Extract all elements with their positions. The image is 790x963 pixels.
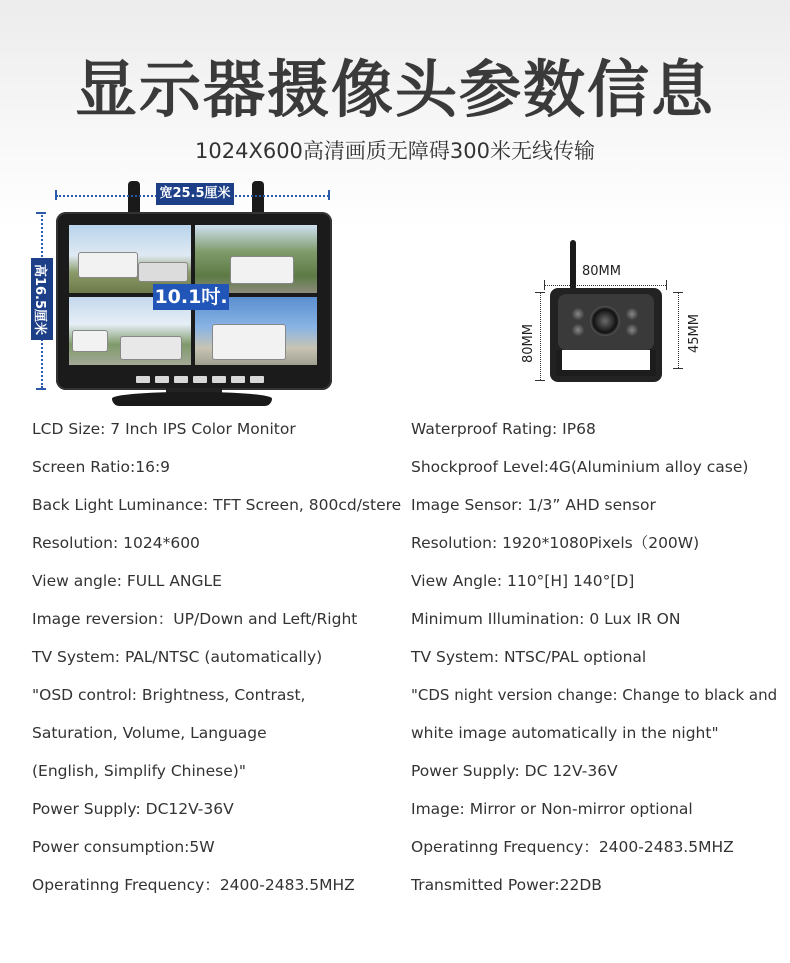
spec-line: View angle: FULL ANGLE	[32, 572, 222, 590]
height-tick-bottom	[36, 388, 46, 390]
spec-line: Resolution: 1024*600	[32, 534, 200, 552]
camera-bracket	[556, 350, 656, 376]
monitor-height-label	[31, 258, 53, 340]
spec-line: "OSD control: Brightness, Contrast,	[32, 686, 306, 704]
ir-led-icon	[572, 308, 584, 320]
spec-line: Operatinng Frequency：2400-2483.5MHZ	[411, 838, 734, 856]
camera-height-text-right: 45MM	[686, 313, 702, 353]
camera-width-label: 80MM	[582, 264, 621, 279]
rv-image	[230, 256, 294, 284]
monitor-button	[136, 376, 150, 383]
monitor-button	[231, 376, 245, 383]
width-tick-left	[55, 190, 57, 200]
spec-line: white image automatically in the night"	[411, 724, 719, 742]
camera-height-tick	[535, 292, 545, 293]
spec-line: Power Supply: DC 12V-36V	[411, 762, 618, 780]
ir-led-icon	[626, 308, 638, 320]
camera-height-tick	[673, 292, 683, 293]
spec-line: Image reversion：UP/Down and Left/Right	[32, 610, 358, 628]
spec-line: View Angle: 110°[H] 140°[D]	[411, 572, 635, 590]
monitor-buttons	[136, 376, 264, 384]
spec-line: (English, Simplify Chinese)"	[32, 762, 246, 780]
camera-lens-icon	[590, 306, 620, 336]
spec-line: Waterproof Rating: IP68	[411, 420, 596, 438]
monitor-height-text: 高16.5厘米	[32, 263, 48, 335]
rv-image	[78, 252, 138, 278]
spec-line: Resolution: 1920*1080Pixels（200W)	[411, 534, 700, 552]
camera-width-tick	[544, 280, 545, 290]
spec-line: Shockproof Level:4G(Aluminium alloy case)	[411, 458, 749, 476]
spec-line: TV System: PAL/NTSC (automatically)	[32, 648, 323, 666]
spec-line: Operatinng Frequency：2400-2483.5MHZ	[32, 876, 355, 894]
screen-size-badge: 10.1吋.	[154, 286, 228, 308]
camera-height-label-left	[518, 320, 538, 366]
camera-height-line-right	[678, 292, 679, 368]
monitor-button	[212, 376, 226, 383]
spec-line: TV System: NTSC/PAL optional	[411, 648, 647, 666]
monitor-button	[174, 376, 188, 383]
camera-antenna	[570, 240, 576, 290]
spec-line: Image: Mirror or Non-mirror optional	[411, 800, 693, 818]
spec-line: LCD Size: 7 Inch IPS Color Monitor	[32, 420, 296, 438]
spec-line: Image Sensor: 1/3” AHD sensor	[411, 496, 656, 514]
width-tick-right	[328, 190, 330, 200]
camera-width-tick	[666, 280, 667, 290]
truck-image	[138, 262, 188, 282]
camera-height-line-left	[540, 292, 541, 380]
spec-line: Transmitted Power:22DB	[411, 876, 602, 894]
ir-led-icon	[572, 324, 584, 336]
spec-line: "CDS night version change: Change to black and	[411, 686, 778, 704]
monitor-button	[155, 376, 169, 383]
trailer-image	[72, 330, 108, 352]
monitor-width-label: 宽25.5厘米	[156, 183, 234, 205]
camera-height-tick	[535, 380, 545, 381]
camera-height-text-left: 80MM	[520, 323, 536, 363]
spec-line: Saturation, Volume, Language	[32, 724, 267, 742]
camera-width-line	[544, 285, 666, 286]
spec-line: Minimum Illumination: 0 Lux IR ON	[411, 610, 681, 628]
monitor-button	[250, 376, 264, 383]
page-subtitle: 1024X600高清画质无障碍300米无线传输	[195, 139, 595, 163]
spec-line: Screen Ratio:16:9	[32, 458, 171, 476]
rv-image	[212, 324, 286, 360]
monitor-button	[193, 376, 207, 383]
camera-height-tick	[673, 368, 683, 369]
spec-line: Back Light Luminance: TFT Screen, 800cd/stere	[32, 496, 402, 514]
camera-height-label-right	[684, 310, 704, 356]
antenna-right	[252, 181, 264, 215]
antenna-left	[128, 181, 140, 215]
page-title: 显示器摄像头参数信息	[74, 53, 715, 126]
ir-led-icon	[626, 324, 638, 336]
spec-line: Power Supply: DC12V-36V	[32, 800, 234, 818]
monitor-stand-base	[112, 392, 272, 406]
height-tick-top	[36, 212, 46, 214]
spec-line: Power consumption:5W	[32, 838, 215, 856]
suv-image	[120, 336, 182, 360]
